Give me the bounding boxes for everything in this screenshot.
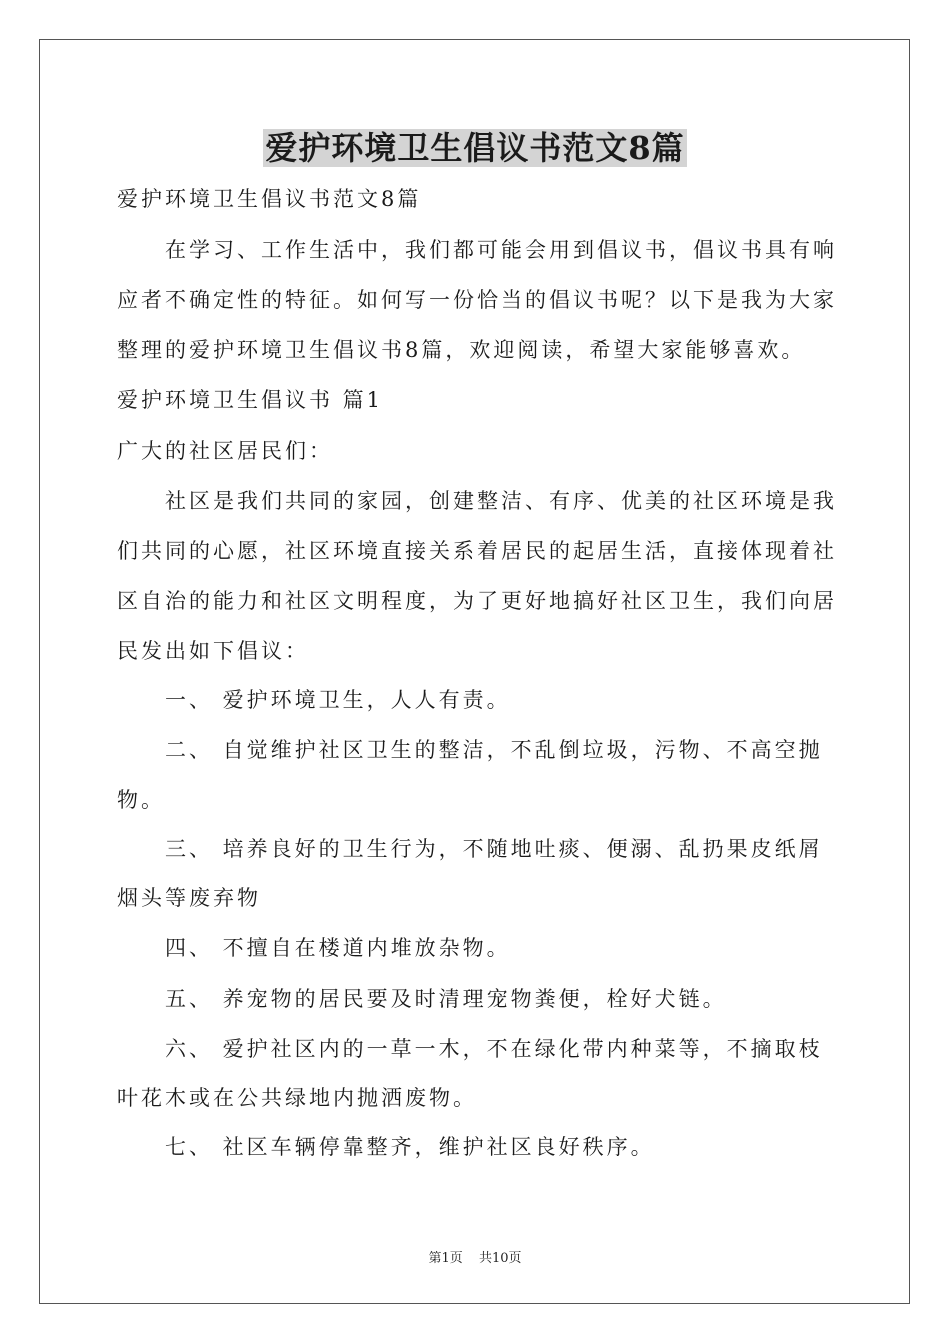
list-item: 二、 自觉维护社区卫生的整洁，不乱倒垃圾，污物、不高空抛 xyxy=(165,738,823,762)
intro-line: 整理的爱护环境卫生倡议书8篇，欢迎阅读，希望大家能够喜欢。 xyxy=(117,338,806,362)
list-item-continuation: 叶花木或在公共绿地内抛洒废物。 xyxy=(117,1086,477,1110)
body-line: 区自治的能力和社区文明程度，为了更好地搞好社区卫生，我们向居 xyxy=(117,589,837,613)
list-item: 三、 培养良好的卫生行为，不随地吐痰、便溺、乱扔果皮纸屑 xyxy=(165,837,823,861)
list-item-continuation: 物。 xyxy=(117,788,165,812)
body-line: 们共同的心愿，社区环境直接关系着居民的起居生活，直接体现着社 xyxy=(117,539,837,563)
list-item: 六、 爱护社区内的一草一木，不在绿化带内种菜等，不摘取枝 xyxy=(165,1037,823,1061)
page-footer xyxy=(0,1247,950,1266)
page-number: 第1页 xyxy=(428,1251,463,1266)
document-title xyxy=(0,126,950,170)
document-subtitle: 爱护环境卫生倡议书范文8篇 xyxy=(117,187,422,211)
page-total: 共10页 xyxy=(478,1251,522,1266)
list-item: 一、 爱护环境卫生，人人有责。 xyxy=(165,688,511,712)
body-line: 民发出如下倡议： xyxy=(117,639,309,663)
list-item-continuation: 烟头等废弃物 xyxy=(117,886,261,910)
intro-line: 在学习、工作生活中，我们都可能会用到倡议书，倡议书具有响 xyxy=(165,238,837,262)
list-item: 七、 社区车辆停靠整齐，维护社区良好秩序。 xyxy=(165,1135,655,1159)
page-border xyxy=(39,39,910,1304)
salutation: 广大的社区居民们： xyxy=(117,439,333,463)
list-item: 四、 不擅自在楼道内堆放杂物。 xyxy=(165,936,511,960)
document-title-text: 爱护环境卫生倡议书范文8篇 xyxy=(265,129,685,167)
section-heading: 爱护环境卫生倡议书 篇1 xyxy=(117,388,384,412)
intro-line: 应者不确定性的特征。如何写一份恰当的倡议书呢？以下是我为大家 xyxy=(117,288,837,312)
list-item: 五、 养宠物的居民要及时清理宠物粪便，栓好犬链。 xyxy=(165,987,727,1011)
body-line: 社区是我们共同的家园，创建整洁、有序、优美的社区环境是我 xyxy=(165,489,837,513)
